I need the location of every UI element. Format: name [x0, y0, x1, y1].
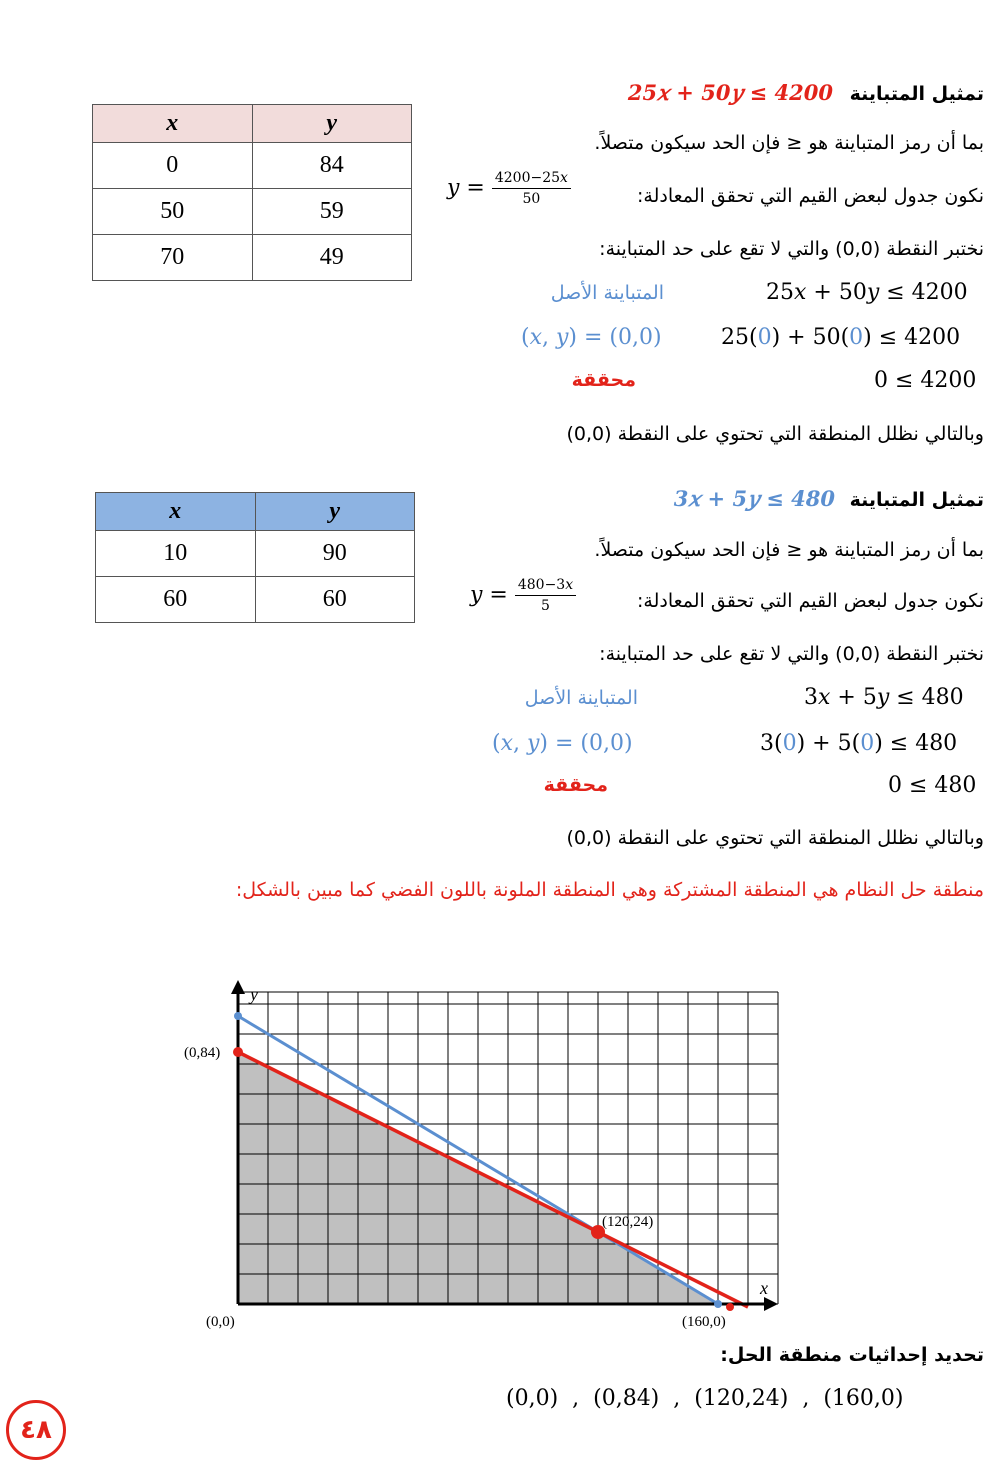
section2-frac-den: 5 [541, 598, 550, 614]
section2-substitution [760, 731, 957, 756]
section1-verified: محققة [571, 369, 636, 391]
section1-sub-zero2: 0 [849, 325, 864, 350]
section2-table-header-x: x [96, 493, 256, 531]
section2-result: 0 ≤ 480 [888, 773, 977, 798]
table-cell: 50 [93, 189, 253, 235]
section1-equation [447, 170, 571, 207]
section2-conclusion: وبالتالي نظلل المنطقة التي تحتوي على النقطة (0,0) [566, 827, 984, 849]
section1-conclusion: وبالتالي نظلل المنطقة التي تحتوي على النقطة (0,0) [566, 423, 984, 445]
graph-point [726, 1303, 734, 1311]
section2-table-header [96, 493, 415, 531]
section2-line2: نكون جدول لبعض القيم التي تحقق المعادلة: [636, 590, 984, 612]
x-axis-label: x [760, 1278, 768, 1298]
section2-verified: محققة [543, 774, 608, 796]
section2-line3: نختبر النقطة (0,0) والتي لا تقع على حد المتباينة: [599, 643, 984, 665]
section1-result: 0 ≤ 4200 [874, 368, 977, 393]
section2-frac-num: 480−3𝑥 [515, 577, 576, 596]
y-axis-label: y [250, 984, 258, 1004]
x-axis-arrow-icon [764, 1297, 778, 1311]
section2-heading-text: تمثيل المتباينة [849, 489, 984, 511]
section1-frac-num: 4200−25𝑥 [492, 170, 571, 189]
section2-table-header-y: y [255, 493, 415, 531]
section2-sub-zero2: 0 [860, 731, 875, 756]
section1-orig-label: المتباينة الأصل [550, 282, 664, 304]
section1-fraction [492, 170, 571, 207]
solution-region-text: منطقة حل النظام هي المنطقة المشتركة وهي المنطقة الملونة باللون الفضي كما مبين بالشكل: [235, 879, 984, 901]
point-label-160-0: (160,0) [682, 1314, 726, 1330]
table-cell: 70 [93, 235, 253, 281]
section2-sub-b: ) + 5( [796, 731, 861, 756]
section1-sub-zero1: 0 [757, 325, 772, 350]
vertices-heading: تحديد إحداثيات منطقة الحل: [720, 1344, 984, 1366]
table-cell: 90 [255, 531, 415, 577]
table-cell: 0 [93, 143, 253, 189]
table-row [96, 577, 415, 623]
section2-heading-math: 3𝑥 + 5𝑦 ≤ 480 [673, 486, 835, 511]
table-cell: 84 [252, 143, 412, 189]
table-cell: 60 [96, 577, 256, 623]
section1-sub-c: ) ≤ 4200 [863, 325, 961, 350]
table-cell: 59 [252, 189, 412, 235]
section1-line3: نختبر النقطة (0,0) والتي لا تقع على حد المتباينة: [599, 238, 984, 260]
graph-point [234, 1012, 242, 1020]
table-cell: 49 [252, 235, 412, 281]
y-axis-arrow-icon [231, 980, 245, 994]
section2-sub-zero1: 0 [782, 731, 797, 756]
table-cell: 10 [96, 531, 256, 577]
section2-sub-a: 3( [760, 731, 783, 756]
section1-sub-a: 25( [721, 325, 758, 350]
section1-point-label: (𝑥, 𝑦) = (0,0) [521, 325, 662, 350]
section2-orig-label: المتباينة الأصل [524, 687, 638, 709]
section2-eq-lhs: 𝑦 = [470, 582, 508, 608]
section1-line2: نكون جدول لبعض القيم التي تحقق المعادلة: [636, 185, 984, 207]
section1-eq-lhs: 𝑦 = [447, 175, 485, 201]
point-label-0-84: (0,84) [184, 1045, 221, 1061]
section2-sub-c: ) ≤ 480 [874, 731, 958, 756]
section1-heading-math: 25𝑥 + 50𝑦 ≤ 4200 [627, 80, 833, 105]
table-row [93, 235, 412, 281]
section1-frac-den: 50 [522, 191, 541, 207]
table-cell: 60 [255, 577, 415, 623]
page-number-badge: ٤٨ [6, 1400, 66, 1460]
point-label-origin: (0,0) [206, 1314, 235, 1330]
section1-table-header-y: y [252, 105, 412, 143]
table-row [93, 143, 412, 189]
section2-equation [470, 577, 576, 614]
section1-table-header [93, 105, 412, 143]
graph-point [714, 1300, 722, 1308]
section2-table [95, 492, 415, 623]
table-row [93, 189, 412, 235]
graph-point [233, 1047, 243, 1057]
section1-heading-text: تمثيل المتباينة [849, 83, 984, 105]
section1-orig-ineq: 25𝑥 + 50𝑦 ≤ 4200 [766, 280, 968, 305]
section2-point-label: (𝑥, 𝑦) = (0,0) [492, 731, 633, 756]
section1-heading [628, 80, 984, 105]
section2-heading [674, 486, 984, 511]
section1-sub-b: ) + 50( [771, 325, 850, 350]
vertices-list: (0,0) , (0,84) , (120,24) , (160,0) [506, 1386, 904, 1411]
section2-line1: بما أن رمز المتباينة هو ≤ فإن الحد سيكون متصلاً. [594, 539, 984, 561]
section1-table [92, 104, 412, 281]
point-label-120-24: (120,24) [602, 1214, 654, 1230]
section1-table-header-x: x [93, 105, 253, 143]
solution-graph [0, 920, 1002, 1340]
section1-substitution [721, 325, 960, 350]
section1-line1: بما أن رمز المتباينة هو ≤ فإن الحد سيكون متصلاً. [594, 132, 984, 154]
section2-fraction [515, 577, 576, 614]
section2-orig-ineq: 3𝑥 + 5𝑦 ≤ 480 [804, 685, 964, 710]
table-row [96, 531, 415, 577]
